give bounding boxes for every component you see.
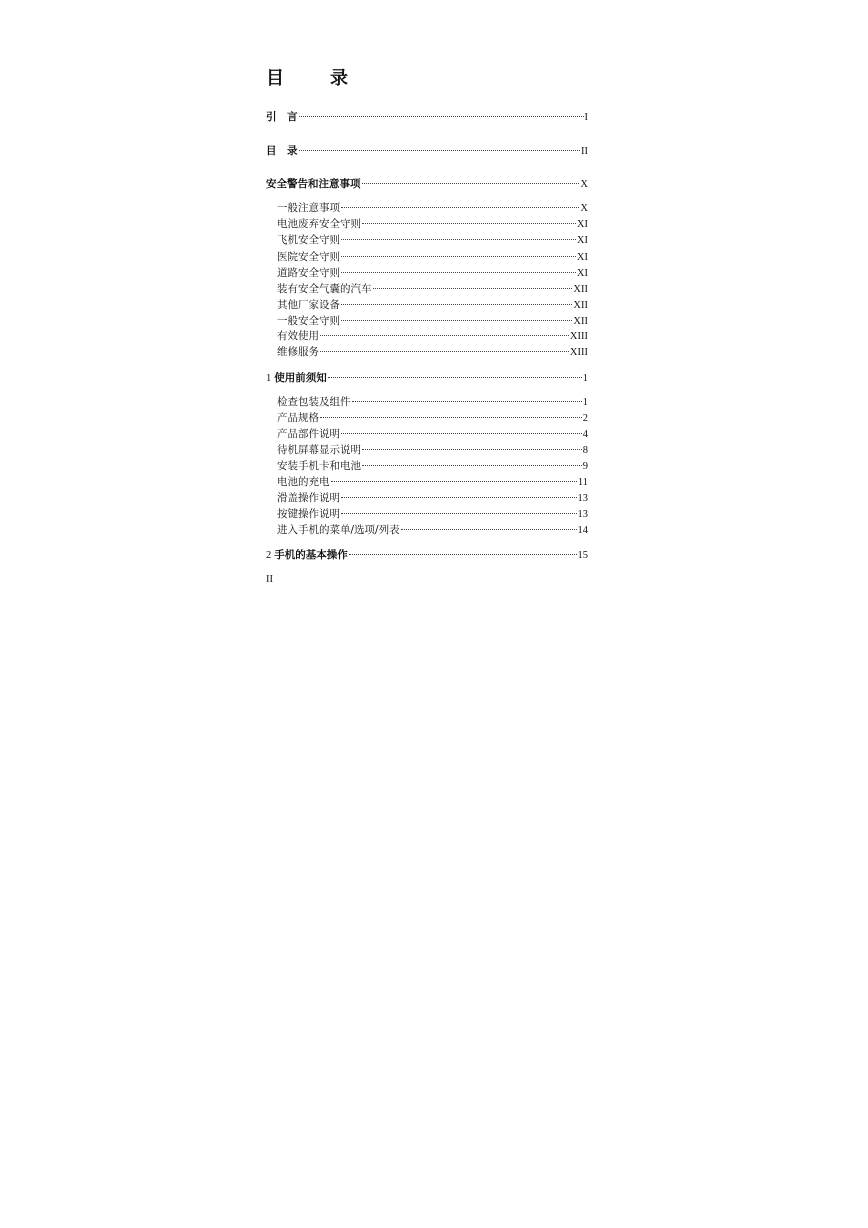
dot-leader <box>299 150 581 151</box>
toc-label: 使用前须知 <box>274 372 327 384</box>
toc-page-number: 8 <box>582 445 588 456</box>
toc-subentry[interactable] <box>277 394 588 410</box>
dot-leader <box>362 465 582 466</box>
toc-subentry[interactable] <box>277 328 588 344</box>
toc-label: 医院安全守则 <box>277 251 340 263</box>
dot-leader <box>341 497 577 498</box>
toc-page-number: XI <box>576 219 588 230</box>
toc-label: 滑盖操作说明 <box>277 492 340 504</box>
toc-page-number: XII <box>573 300 588 311</box>
toc-subentry[interactable] <box>277 410 588 426</box>
toc-subentry[interactable] <box>277 506 588 522</box>
toc-subentry[interactable] <box>277 490 588 506</box>
toc-label: 一般注意事项 <box>277 202 340 214</box>
toc-label: 引 言 <box>266 111 298 123</box>
toc-label: 检查包装及组件 <box>277 396 351 408</box>
dot-leader <box>320 335 569 336</box>
toc-page-number: 1 <box>582 397 588 408</box>
toc-page-number: 13 <box>577 509 588 520</box>
toc-page-number: X <box>580 179 588 190</box>
toc-subentry[interactable] <box>277 281 588 297</box>
dot-leader <box>352 401 582 402</box>
toc-label: 进入手机的菜单/选项/列表 <box>277 524 400 536</box>
toc-page-number: XIII <box>569 347 588 358</box>
page-footer-number: II <box>266 574 273 585</box>
dot-leader <box>362 183 580 184</box>
toc-entry-chapter-1[interactable] <box>266 370 588 386</box>
toc-page-number: 11 <box>577 477 588 488</box>
dot-leader <box>331 481 577 482</box>
toc-label: 电池废弃安全守则 <box>277 218 361 230</box>
toc-label: 待机屏幕显示说明 <box>277 444 361 456</box>
toc-label: 有效使用 <box>277 330 319 342</box>
toc-page-number: X <box>580 203 588 214</box>
toc-subentry[interactable] <box>277 200 588 216</box>
dot-leader <box>328 377 582 378</box>
toc-label: 其他厂家设备 <box>277 299 340 311</box>
toc-subentry[interactable] <box>277 249 588 265</box>
toc-entry-chapter-2[interactable] <box>266 547 588 563</box>
toc-page-number: II <box>581 146 588 157</box>
toc-entry-contents[interactable] <box>266 143 588 159</box>
toc-label: 一般安全守则 <box>277 315 340 327</box>
dot-leader <box>341 513 577 514</box>
toc-subentry[interactable] <box>277 458 588 474</box>
dot-leader <box>341 239 576 240</box>
toc-subentry[interactable] <box>277 216 588 232</box>
dot-leader <box>341 320 572 321</box>
toc-label: 安全警告和注意事项 <box>266 178 361 190</box>
toc-page-number: XIII <box>569 331 588 342</box>
toc-page-number: 14 <box>577 525 588 536</box>
chapter-number: 2 <box>266 550 272 561</box>
toc-label: 产品部件说明 <box>277 428 340 440</box>
toc-label: 维修服务 <box>277 346 319 358</box>
toc-entry-safety[interactable] <box>266 176 588 192</box>
toc-page-number: XI <box>576 268 588 279</box>
toc-subentry[interactable] <box>277 313 588 329</box>
toc-subentry[interactable] <box>277 265 588 281</box>
toc-page-number: 1 <box>582 373 588 384</box>
page-title: 目 录 <box>266 68 362 89</box>
toc-label: 道路安全守则 <box>277 267 340 279</box>
toc-label: 按键操作说明 <box>277 508 340 520</box>
toc-label: 目 录 <box>266 145 298 157</box>
toc-subentry[interactable] <box>277 522 588 538</box>
toc-page-number: 2 <box>582 413 588 424</box>
toc-subentry[interactable] <box>277 474 588 490</box>
dot-leader <box>341 304 572 305</box>
toc-subentry[interactable] <box>277 297 588 313</box>
toc-label: 产品规格 <box>277 412 319 424</box>
toc-subentry[interactable] <box>277 232 588 248</box>
dot-leader <box>341 433 582 434</box>
dot-leader <box>299 116 584 117</box>
dot-leader <box>401 529 577 530</box>
dot-leader <box>349 554 577 555</box>
dot-leader <box>362 449 582 450</box>
toc-page-number: 9 <box>582 461 588 472</box>
toc-page-number: 15 <box>577 550 588 561</box>
toc-subentry[interactable] <box>277 426 588 442</box>
toc-label: 装有安全气囊的汽车 <box>277 283 372 295</box>
dot-leader <box>341 256 576 257</box>
toc-page-number: XI <box>576 235 588 246</box>
dot-leader <box>341 272 576 273</box>
toc-subentry[interactable] <box>277 442 588 458</box>
dot-leader <box>373 288 573 289</box>
toc-page-number: 4 <box>582 429 588 440</box>
toc-page-number: I <box>584 112 588 123</box>
toc-subentry[interactable] <box>277 344 588 360</box>
toc-label: 安装手机卡和电池 <box>277 460 361 472</box>
toc-page-number: XI <box>576 252 588 263</box>
toc-label: 手机的基本操作 <box>274 549 348 561</box>
toc-page-number: XII <box>573 284 588 295</box>
toc-label: 飞机安全守则 <box>277 234 340 246</box>
chapter-number: 1 <box>266 373 272 384</box>
dot-leader <box>320 417 582 418</box>
dot-leader <box>362 223 576 224</box>
toc-label: 电池的充电 <box>277 476 330 488</box>
dot-leader <box>341 207 579 208</box>
dot-leader <box>320 351 569 352</box>
toc-page-number: 13 <box>577 493 588 504</box>
toc-page-number: XII <box>573 316 588 327</box>
toc-entry-intro[interactable] <box>266 109 588 125</box>
